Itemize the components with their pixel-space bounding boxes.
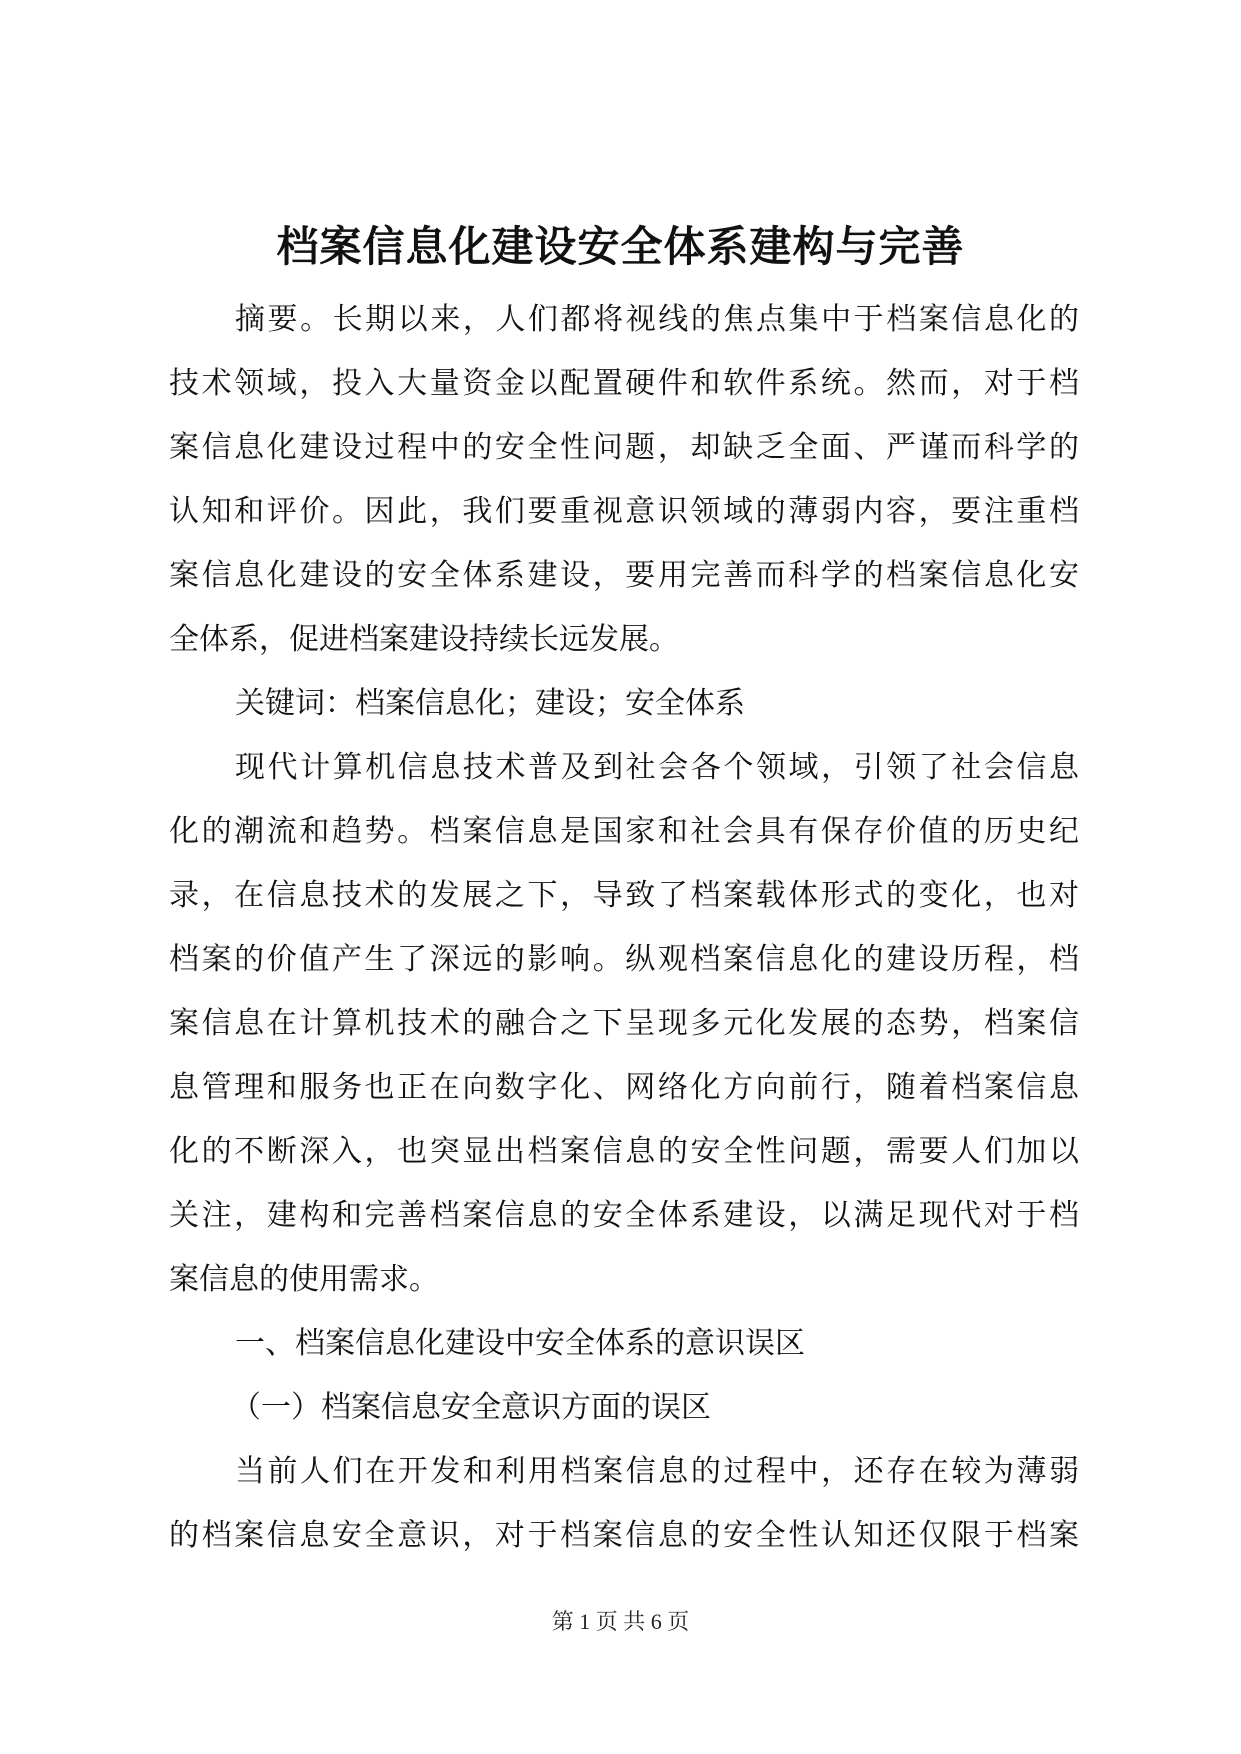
document-title: 档案信息化建设安全体系建构与完善 (276, 222, 965, 271)
text-line: 认知和评价。因此，我们要重视意识领域的薄弱内容，要注重档 (169, 494, 1079, 529)
text-line: 案信息的使用需求。 (169, 1262, 439, 1297)
text-line: 档案的价值产生了深远的影响。纵观档案信息化的建设历程，档 (169, 942, 1079, 977)
text-line: 息管理和服务也正在向数字化、网络化方向前行，随着档案信息 (169, 1070, 1079, 1105)
text-line: 案信息化建设过程中的安全性问题，却缺乏全面、严谨而科学的 (169, 430, 1079, 465)
text-line: 化的不断深入，也突显出档案信息的安全性问题，需要人们加以 (169, 1134, 1079, 1169)
text-line: （一）档案信息安全意识方面的误区 (231, 1390, 711, 1425)
text-line: 一、档案信息化建设中安全体系的意识误区 (235, 1326, 805, 1361)
text-line: 关键词：档案信息化；建设；安全体系 (235, 686, 745, 721)
page-footer: 第 1 页 共 6 页 (551, 1609, 690, 1634)
text-line: 案信息化建设的安全体系建设，要用完善而科学的档案信息化安 (169, 558, 1079, 593)
text-line: 录，在信息技术的发展之下，导致了档案载体形式的变化，也对 (169, 878, 1079, 913)
text-line: 现代计算机信息技术普及到社会各个领域，引领了社会信息 (235, 750, 1079, 785)
document-body (169, 288, 1079, 1568)
text-line: 当前人们在开发和利用档案信息的过程中，还存在较为薄弱 (235, 1454, 1079, 1489)
text-line: 全体系，促进档案建设持续长远发展。 (169, 622, 679, 657)
text-line: 技术领域，投入大量资金以配置硬件和软件系统。然而，对于档 (169, 366, 1079, 401)
text-line: 案信息在计算机技术的融合之下呈现多元化发展的态势，档案信 (169, 1006, 1079, 1041)
text-line: 摘要。长期以来，人们都将视线的焦点集中于档案信息化的 (235, 302, 1079, 337)
text-line: 的档案信息安全意识，对于档案信息的安全性认知还仅限于档案 (169, 1518, 1079, 1553)
text-line: 关注，建构和完善档案信息的安全体系建设，以满足现代对于档 (169, 1198, 1079, 1233)
text-line: 化的潮流和趋势。档案信息是国家和社会具有保存价值的历史纪 (169, 814, 1079, 849)
